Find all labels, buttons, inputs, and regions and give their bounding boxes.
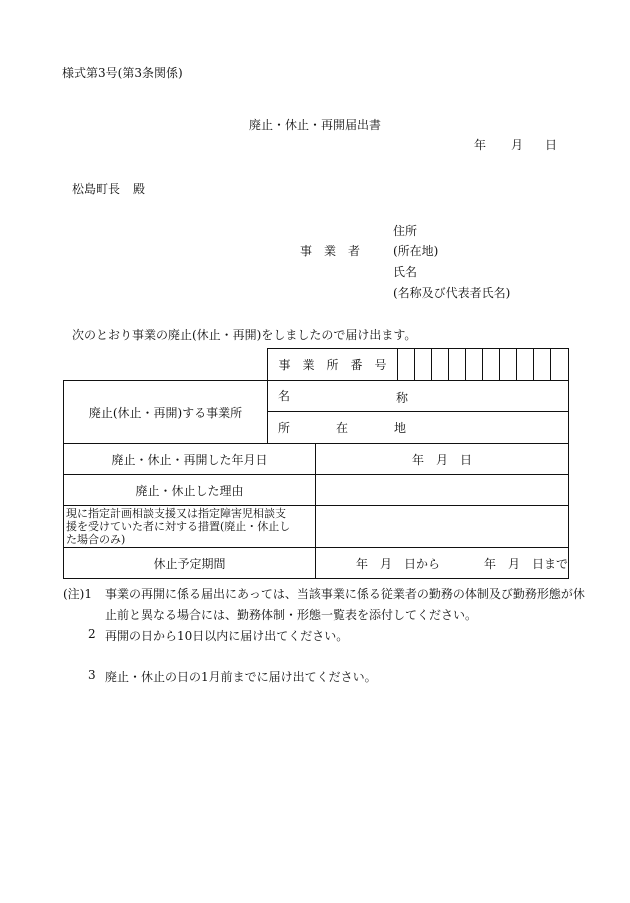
office-name-label-b: 称 [396,390,409,405]
note-prefix: (注)1 [63,587,92,601]
measures-label-line: た場合のみ) [66,533,126,546]
office-number-digit[interactable] [449,349,466,381]
office-name-field[interactable] [268,381,569,412]
date-day: 日 [545,138,558,152]
measures-label-line: 援を受けていた者に対する措置(廃止・休止し [66,520,291,533]
date-value[interactable]: 年 月 日 [316,444,569,475]
notification-table [63,348,569,579]
office-number-digit[interactable] [483,349,500,381]
office-name-label: 名 [278,388,291,403]
note1-line1: 事業の再開に係る届出にあっては、当該事業に係る従業者の勤務の体制及び勤務形態が休 [105,587,585,601]
note2-text: 再開の日から10日以内に届け出てください。 [105,629,349,643]
date-year: 年 [474,138,487,152]
measures-label-line: 現に指定計画相談支援又は指定障害児相談支 [66,507,286,520]
addressee-honorific: 殿 [133,182,146,196]
blank-cell [64,349,268,381]
office-location-field[interactable] [268,412,569,444]
office-number-digit[interactable] [466,349,483,381]
office-number-digit[interactable] [415,349,432,381]
office-number-label: 事 業 所 番 号 [268,349,398,381]
document-title: 廃止・休止・再開届出書 [248,118,381,132]
form-number: 様式第3号(第3条関係) [62,66,183,80]
name-label: 氏名 [393,265,418,279]
period-field[interactable] [316,548,569,579]
office-section-label: 廃止(休止・再開)する事業所 [64,381,268,444]
location-label-a: 所 [278,421,291,435]
office-number-digit[interactable] [551,349,569,381]
location-label-b: 在 [336,421,349,435]
reason-field[interactable] [316,475,569,506]
note3-number: 3 [88,668,96,682]
note3-text: 廃止・休止の日の1月前までに届け出てください。 [105,670,377,684]
measures-field[interactable] [316,506,569,548]
period-from: 年 月 日から [356,556,441,571]
applicant-label: 事 業 者 [300,244,361,258]
note1-line2: 止前と異なる場合には、勤務体制・形態一覧表を添付してください。 [105,608,478,622]
note2-number: 2 [88,627,96,641]
office-number-digit[interactable] [398,349,415,381]
office-number-digit[interactable] [500,349,517,381]
location-label-c: 地 [394,421,407,435]
period-to: 年 月 日まで [484,556,569,571]
date-month: 月 [511,138,524,152]
date-label: 廃止・休止・再開した年月日 [64,444,316,475]
office-number-digit[interactable] [432,349,449,381]
office-number-digit[interactable] [517,349,534,381]
measures-label [64,506,316,548]
addressee-name: 松島町長 [72,182,121,196]
address-label: 住所 [393,224,418,238]
name-sub-label: (名称及び代表者氏名) [393,286,511,300]
office-number-digit[interactable] [534,349,551,381]
reason-label: 廃止・休止した理由 [64,475,316,506]
period-label: 休止予定期間 [64,548,316,579]
address-sub-label: (所在地) [393,244,439,258]
intro-text: 次のとおり事業の廃止(休止・再開)をしましたので届け出ます。 [72,328,417,342]
